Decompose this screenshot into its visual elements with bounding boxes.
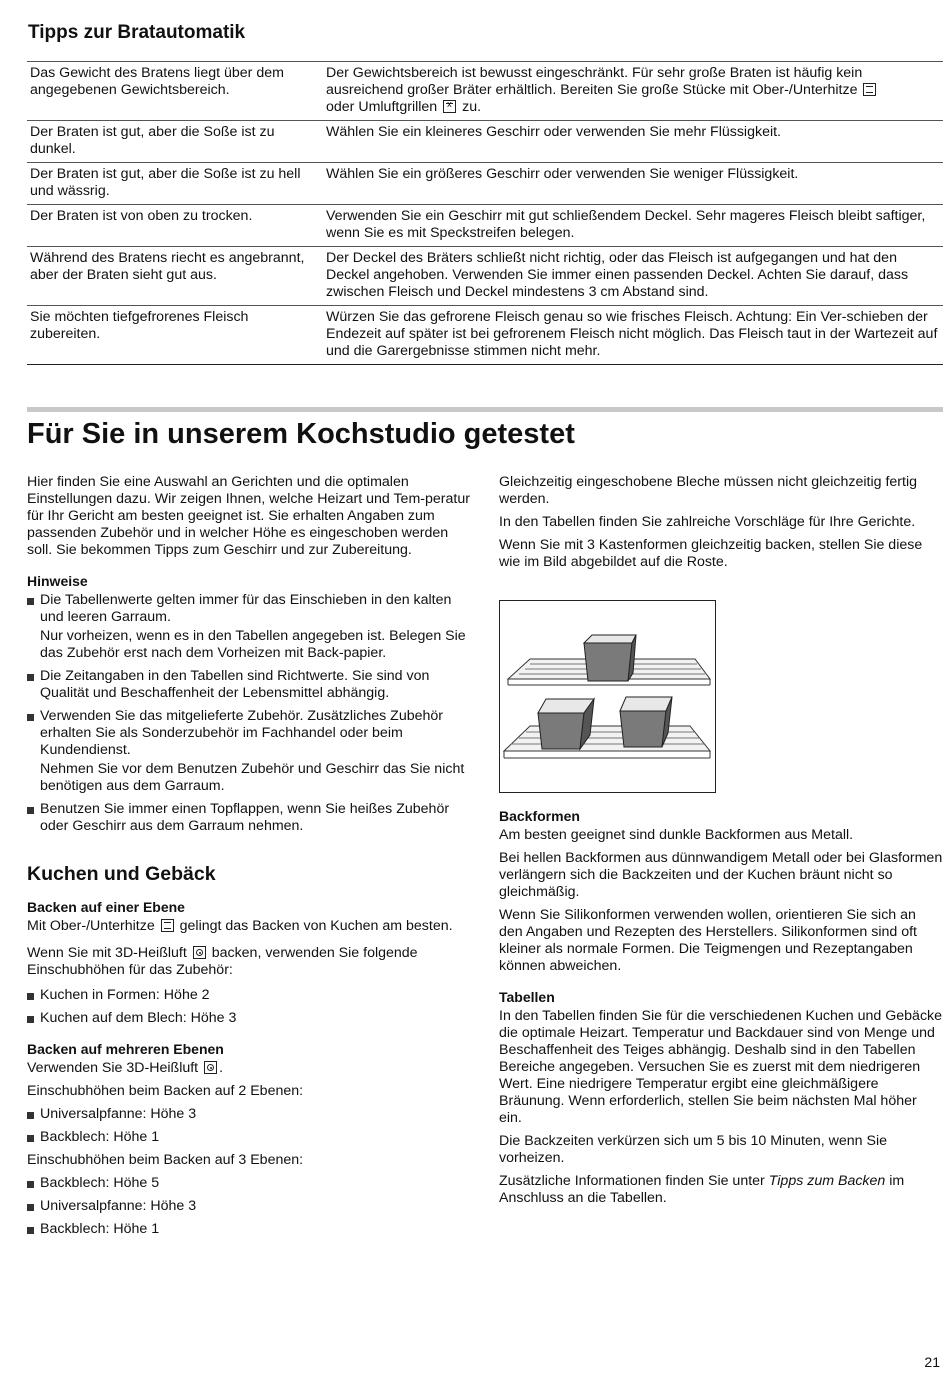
intro-paragraph: Hier finden Sie eine Auswahl an Gerichten und die optimalen Einstellungen dazu. Wir zeigen Ihnen, welche Heizart und Tem-peratur für Ihr Gericht am besten geeignet ist. Sie erhalten Angaben zum passenden Zubehör und in welcher Höhe es eingeschoben werden soll. Sie bekommen Tipps zum Geschirr und zur Zubereitung.	[27, 474, 470, 558]
hinweise-list	[27, 592, 471, 835]
baking-tins-drawing	[500, 601, 715, 792]
ebene-list	[27, 987, 471, 1027]
ebene-paragraph-1: Mit Ober-/Unterhitze gelingt das Backen von Kuchen am besten.	[27, 918, 453, 934]
solution-cell: Der Gewichtsbereich ist bewusst eingeschränkt. Für sehr große Braten ist häufig kein ausreichend großer Bräter erhältlich. Bereiten Sie große Stücke mit Ober-/Unterhitze oder Umluftgrillen x zu.	[323, 62, 943, 121]
list-item: Benutzen Sie immer einen Topflappen, wenn Sie heißes Zubehör oder Geschirr aus dem Garraum nehmen.	[27, 801, 471, 835]
table-section-title: Tipps zur Bratautomatik	[28, 22, 246, 43]
table-row	[27, 247, 943, 306]
tabellen-paragraph-1: In den Tabellen finden Sie für die verschiedenen Kuchen und Gebäcke die optimale Heizart. Temperatur und Backdauer sind von Menge und Beschaffenheit des Teiges abhängig. Deshalb sind in den Tabellen Bereiche angegeben. Versuchen Sie es zuerst mit dem niedrigeren Wert. Eine niedrigere Temperatur ergibt eine gleichmäßigere Bräunung. Wenn erforderlich, stellen Sie beim nächsten Mal höher ein.	[499, 1008, 943, 1126]
hinweise-heading: Hinweise	[27, 573, 88, 589]
problem-cell: Der Braten ist gut, aber die Soße ist zu dunkel.	[27, 121, 323, 163]
list-item: Die Zeitangaben in den Tabellen sind Richtwerte. Sie sind von Qualität und Beschaffenheit der Lebensmittel abhängig.	[27, 668, 471, 702]
ebene-paragraph-2: Wenn Sie mit 3D-Heißluft backen, verwenden Sie folgende Einschubhöhen für das Zubehör:	[27, 945, 418, 978]
table-row	[27, 205, 943, 247]
backformen-paragraph-3: Wenn Sie Silikonformen verwenden wollen, orientieren Sie sich an den Angaben und Rezepten des Herstellers. Silikonformen sind oft kleiner als normale Formen. Die Teigmengen und Rezeptangaben können abweichen.	[499, 907, 917, 974]
top-bottom-heat-icon	[863, 83, 876, 96]
right-paragraph-1: Gleichzeitig eingeschobene Bleche müssen nicht gleichzeitig fertig werden.	[499, 474, 917, 507]
problem-cell: Der Braten ist von oben zu trocken.	[27, 205, 323, 247]
left-column	[27, 474, 471, 1244]
right-paragraph-3: Wenn Sie mit 3 Kastenformen gleichzeitig backen, stellen Sie diese wie im Bild abgebildet auf die Roste.	[499, 537, 923, 570]
problem-cell: Der Braten ist gut, aber die Soße ist zu hell und wässrig.	[27, 163, 323, 205]
list-item: Die Tabellenwerte gelten immer für das Einschieben in den kalten und leeren Garraum. Nur vorheizen, wenn es in den Tabellen angegeben ist. Belegen Sie das Zubehör erst nach dem Vorheizen mit Back-papier.	[27, 592, 471, 662]
page-title: Für Sie in unserem Kochstudio getestet	[27, 418, 575, 450]
solution-cell: Wählen Sie ein größeres Geschirr oder verwenden Sie weniger Flüssigkeit.	[323, 163, 943, 205]
three-levels-intro: Einschubhöhen beim Backen auf 3 Ebenen:	[27, 1152, 304, 1168]
problem-cell: Sie möchten tiefgefrorenes Fleisch zubereiten.	[27, 306, 323, 365]
right-column-top	[499, 474, 943, 577]
table-row	[27, 121, 943, 163]
mehrere-paragraph: Verwenden Sie 3D-Heißluft .	[27, 1060, 224, 1076]
solution-cell: Verwenden Sie ein Geschirr mit gut schließendem Deckel. Sehr mageres Fleisch bleibt saftiger, wenn Sie es mit Speckstreifen belegen.	[323, 205, 943, 247]
backformen-paragraph-2: Bei hellen Backformen aus dünnwandigem Metall oder bei Glasformen verlängern sich die Backzeiten und der Kuchen bräunt nicht so gleichmäßig.	[499, 850, 943, 900]
list-item: Universalpfanne: Höhe 3	[27, 1106, 471, 1123]
list-item: Kuchen auf dem Blech: Höhe 3	[27, 1010, 471, 1027]
top-bottom-heat-icon	[161, 919, 174, 932]
three-levels-list	[27, 1175, 471, 1238]
3d-hot-air-icon	[204, 1061, 217, 1074]
right-paragraph-2: In den Tabellen finden Sie zahlreiche Vorschläge für Ihre Gerichte.	[499, 514, 916, 530]
list-item: Verwenden Sie das mitgelieferte Zubehör. Zusätzliches Zubehör erhalten Sie als Sonderzubehör im Fachhandel oder beim Kundendienst. Nehmen Sie vor dem Benutzen Zubehör und Geschirr das Sie nicht benötigen aus dem Garraum.	[27, 708, 471, 795]
tabellen-paragraph-2: Die Backzeiten verkürzen sich um 5 bis 10 Minuten, wenn Sie vorheizen.	[499, 1133, 887, 1166]
solution-cell: Würzen Sie das gefrorene Fleisch genau so wie frisches Fleisch. Achtung: Ein Ver-schieben der Endezeit auf später ist bei gefrorenem Fleisch nicht möglich. Das Fleisch taut in der Wartezeit auf und die Garergebnisse stimmen nicht mehr.	[323, 306, 943, 365]
section-divider	[27, 407, 943, 412]
table-row	[27, 62, 943, 121]
table-row	[27, 306, 943, 365]
cross-reference: Tipps zum Backen	[768, 1173, 886, 1189]
kuchen-heading: Kuchen und Gebäck	[27, 863, 216, 885]
two-levels-list	[27, 1106, 471, 1146]
mehrere-heading: Backen auf mehreren Ebenen	[27, 1041, 224, 1057]
3d-hot-air-icon	[193, 946, 206, 959]
right-column-bottom	[499, 796, 943, 1213]
list-item: Universalpfanne: Höhe 3	[27, 1198, 471, 1215]
list-item: Backblech: Höhe 1	[27, 1129, 471, 1146]
table-row	[27, 163, 943, 205]
backformen-heading: Backformen	[499, 808, 580, 824]
problem-cell: Das Gewicht des Bratens liegt über dem angegebenen Gewichtsbereich.	[27, 62, 323, 121]
list-item: Backblech: Höhe 1	[27, 1221, 471, 1238]
page-number: 21	[924, 1354, 940, 1370]
backformen-paragraph-1: Am besten geeignet sind dunkle Backformen aus Metall.	[499, 827, 854, 843]
solution-cell: Wählen Sie ein kleineres Geschirr oder verwenden Sie mehr Flüssigkeit.	[323, 121, 943, 163]
tabellen-heading: Tabellen	[499, 989, 555, 1005]
list-item: Kuchen in Formen: Höhe 2	[27, 987, 471, 1004]
baking-tins-illustration	[499, 600, 716, 793]
two-levels-intro: Einschubhöhen beim Backen auf 2 Ebenen:	[27, 1083, 304, 1099]
problem-cell: Während des Bratens riecht es angebrannt, aber der Braten sieht gut aus.	[27, 247, 323, 306]
solution-cell: Der Deckel des Bräters schließt nicht richtig, oder das Fleisch ist aufgegangen und hat den Deckel angehoben. Verwenden Sie immer einen passenden Deckel. Achten Sie darauf, dass zwischen Fleisch und Deckel mindestens 3 cm Abstand sind.	[323, 247, 943, 306]
list-item: Backblech: Höhe 5	[27, 1175, 471, 1192]
tabellen-paragraph-3: Zusätzliche Informationen finden Sie unter Tipps zum Backen im Anschluss an die Tabellen.	[499, 1173, 905, 1206]
ebene-heading: Backen auf einer Ebene	[27, 899, 185, 915]
roasting-tips-table	[27, 61, 943, 365]
convection-grill-icon	[443, 100, 456, 113]
